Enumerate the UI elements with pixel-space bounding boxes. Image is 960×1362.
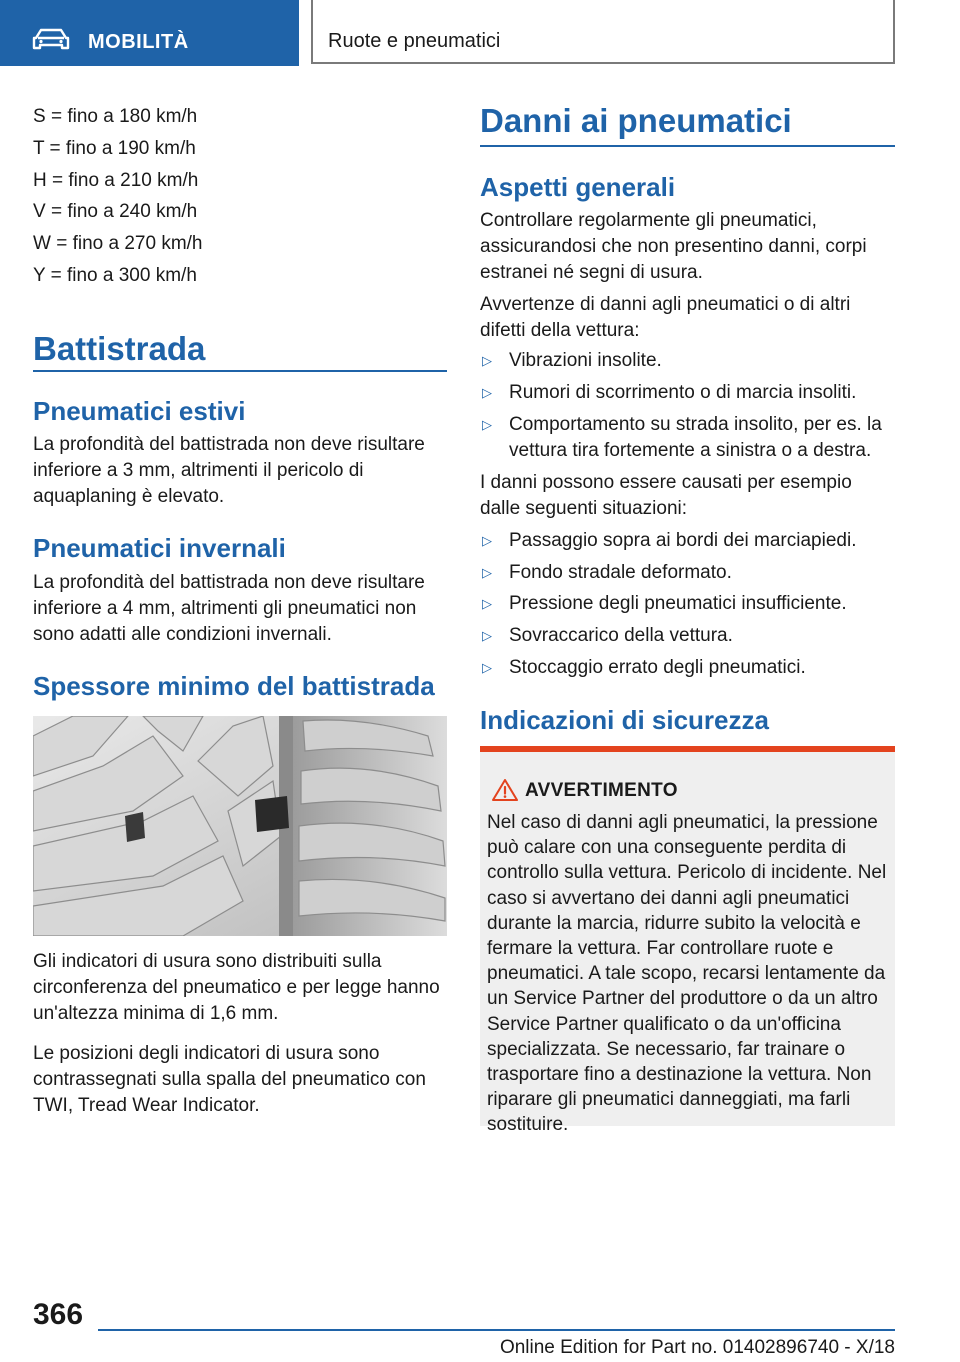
general-aspects-text: Controllare regolarmente gli pneumatici, assicurandosi che non presentino danni, corpi estranei né segni di usura.	[480, 210, 867, 283]
damage-causes-intro: I danni possono essere causati per esempio dalle seguenti situazioni:	[480, 472, 852, 519]
bullet-triangle-icon: ▷	[482, 628, 492, 643]
general-aspects-heading: Aspetti generali	[480, 172, 676, 202]
bullet-triangle-icon: ▷	[482, 596, 492, 611]
twi-positions-text: Le posizioni degli indicatori di usura sono contrassegnati sulla spalla del pneumatico con TWI, Tread Wear Indicator.	[33, 1043, 426, 1116]
heading-rule	[33, 370, 447, 372]
summer-tyres-text: La profondità del battistrada non deve risultare inferiore a 3 mm, altrimenti il pericolo di aquaplaning è elevato.	[33, 434, 425, 507]
bullet-triangle-icon: ▷	[482, 565, 492, 580]
winter-tyres-text: La profondità del battistrada non deve risultare inferiore a 4 mm, altrimenti gli pneumatici non sono adatti alle condizioni invernali.	[33, 572, 425, 645]
bullet-triangle-icon: ▷	[482, 353, 492, 368]
section-label: MOBILITÀ	[88, 31, 189, 53]
bullet-triangle-icon: ▷	[482, 417, 492, 432]
speed-code: W = fino a 270 km/h	[33, 233, 203, 254]
warning-title: AVVERTIMENTO	[525, 780, 678, 801]
speed-code: V = fino a 240 km/h	[33, 201, 198, 222]
bullet-triangle-icon: ▷	[482, 385, 492, 400]
warning-triangle-icon	[492, 778, 518, 802]
tread-wear-indicator-illustration	[33, 716, 447, 936]
minimum-tread-heading: Spessore minimo del battistrada	[33, 671, 435, 701]
chapter-label: Ruote e pneumatici	[328, 30, 501, 52]
warning-signs-intro: Avvertenze di danni agli pneumatici o di altri difetti della vettura:	[480, 294, 851, 341]
warning-text: Nel caso di danni agli pneumatici, la pressione può calare con una conseguente perdita di controllo sulla vettura. Pericolo di incidente. Nel caso si avvertano dei danni agli pneumatici durante la marcia, ridurre subito la velocità e fermare la vettura. Far controllare ruote e pneumatici. A tale scopo, recarsi lentamente da un Service Partner del produttore o da un altro Service Partner qualificato o da un'officina specializzata. Se necessario, far trainare o trasportare fino a destinazione la vettura. Non riparare gli pneumatici danneggiati, ma farli sostituire.	[487, 812, 887, 1136]
heading-rule	[480, 145, 895, 147]
section-tab[interactable]	[0, 0, 299, 66]
bullet-triangle-icon: ▷	[482, 660, 492, 675]
battistrada-heading: Battistrada	[33, 330, 206, 367]
bullet-triangle-icon: ▷	[482, 533, 492, 548]
edition-footer: Online Edition for Part no. 01402896740 - X/18	[499, 1337, 895, 1358]
speed-code: S = fino a 180 km/h	[33, 106, 198, 127]
tyre-damage-heading: Danni ai pneumatici	[480, 102, 792, 139]
page-number: 366	[33, 1298, 84, 1331]
speed-code: T = fino a 190 km/h	[33, 138, 196, 159]
safety-notes-heading: Indicazioni di sicurezza	[480, 705, 769, 735]
speed-code: H = fino a 210 km/h	[33, 170, 199, 191]
winter-tyres-heading: Pneumatici invernali	[33, 533, 286, 563]
speed-code: Y = fino a 300 km/h	[33, 265, 197, 286]
tyre-tread-image	[33, 716, 447, 936]
summer-tyres-heading: Pneumatici estivi	[33, 396, 246, 426]
footer-rule	[98, 1329, 895, 1331]
warning-callout	[480, 746, 895, 1136]
chapter-tab[interactable]	[311, 0, 895, 64]
wear-indicators-text: Gli indicatori di usura sono distribuiti sulla circonferenza del pneumatico e per legge hanno un'altezza minima di 1,6 mm.	[33, 951, 440, 1024]
car-icon	[32, 28, 70, 50]
